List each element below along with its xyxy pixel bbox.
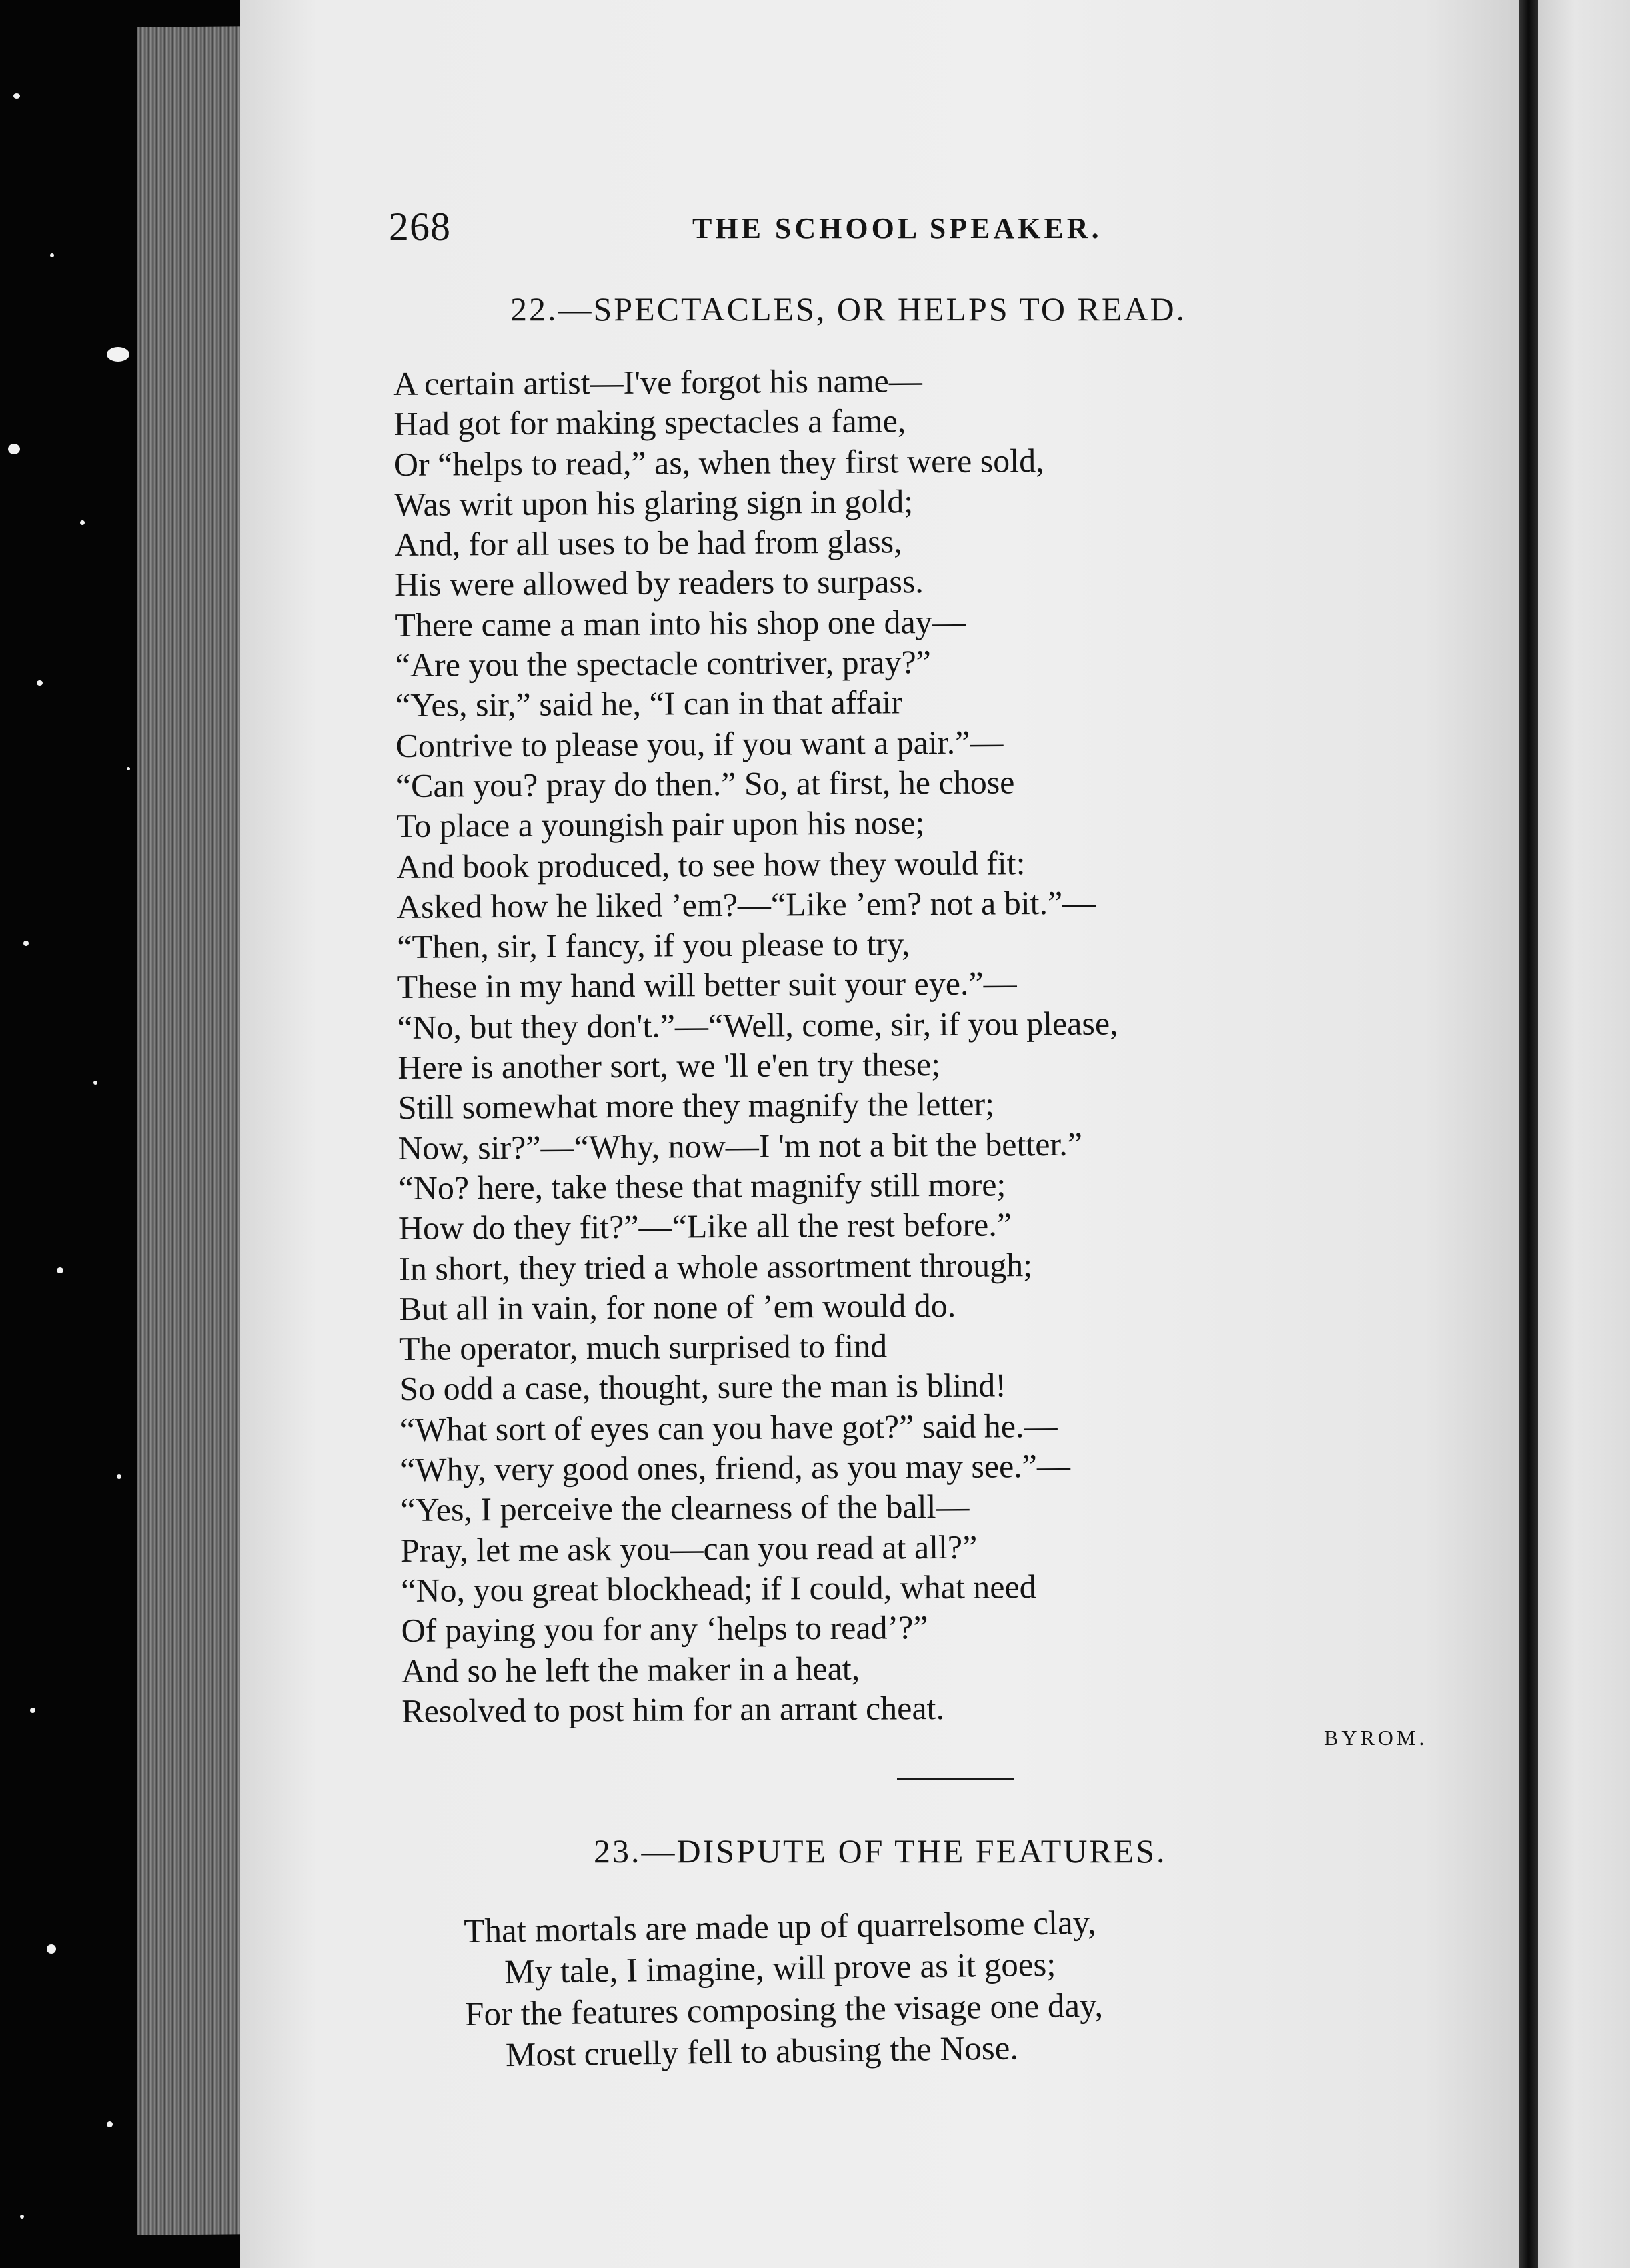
poem-line: In short, they tried a whole assortment through;: [399, 1245, 1033, 1287]
section-divider: [897, 1778, 1014, 1780]
poem-line: Here is another sort, we 'll e'en try these;: [397, 1045, 941, 1087]
page-header: [389, 200, 1409, 253]
poem-line: “Then, sir, I fancy, if you please to try,: [397, 925, 910, 966]
poem-line: There came a man into his shop one day—: [395, 602, 966, 644]
section-title: 22.—SPECTACLES, OR HELPS TO READ.: [510, 290, 1187, 328]
section-title: 23.—DISPUTE OF THE FEATURES.: [594, 1832, 1167, 1870]
poem-line: Contrive to please you, if you want a pair.”—: [395, 723, 1004, 764]
poem-line: How do they fit?”—“Like all the rest before.”: [398, 1205, 1012, 1247]
poem-line: And so he left the maker in a heat,: [401, 1649, 860, 1690]
poem-line: But all in vain, for none of ’em would do.: [399, 1286, 956, 1327]
poem-spectacles: [393, 359, 1122, 1731]
poem-line: A certain artist—I've forgot his name—: [393, 362, 922, 402]
poem-line: Had got for making spectacles a fame,: [393, 402, 906, 443]
running-head: THE SCHOOL SPEAKER.: [692, 212, 1102, 245]
poem-line: The operator, much surprised to find: [399, 1327, 888, 1368]
poem-line: “Yes, sir,” said he, “I can in that affair: [395, 683, 903, 724]
poem-line: “No? here, take these that magnify still more;: [398, 1165, 1006, 1207]
poem-line: Resolved to post him for an arrant cheat.: [401, 1688, 945, 1730]
poem-line: His were allowed by readers to surpass.: [394, 562, 924, 604]
poem-line: Most cruelly fell to abusing the Nose.: [505, 2029, 1019, 2075]
poem-line: That mortals are made up of quarrelsome clay,: [464, 1904, 1097, 1950]
poem-line: “Yes, I perceive the clearness of the ball—: [400, 1488, 970, 1529]
poem-line: And book produced, to see how they would fit:: [396, 843, 1026, 885]
poem-line: “Can you? pray do then.” So, at first, he chose: [395, 763, 1015, 804]
poem-line: Or “helps to read,” as, when they first were sold,: [393, 441, 1044, 483]
poem-line: “What sort of eyes can you have got?” said he.—: [399, 1406, 1058, 1448]
author-attribution: BYROM.: [1324, 1726, 1428, 1750]
poem-line: Asked how he liked ’em?—“Like ’em? not a bit.”—: [396, 883, 1096, 925]
poem-line: These in my hand will better suit your eye.”—: [397, 964, 1017, 1006]
poem-line: Now, sir?”—“Why, now—I 'm not a bit the better.”: [398, 1125, 1083, 1167]
poem-line: “Why, very good ones, friend, as you may see.”—: [399, 1446, 1071, 1488]
poem-line: Was writ upon his glaring sign in gold;: [394, 482, 914, 523]
poem-line: “No, you great blockhead; if I could, what need: [401, 1568, 1036, 1609]
poem-dispute-of-features: [464, 1902, 1104, 2077]
poem-line: “Are you the spectacle contriver, pray?”: [395, 643, 932, 684]
poem-line: And, for all uses to be had from glass,: [394, 522, 902, 564]
poem-line: To place a youngish pair upon his nose;: [396, 804, 925, 845]
poem-line: My tale, I imagine, will prove as it goes;: [504, 1946, 1056, 1992]
poem-line: Of paying you for any ‘helps to read’?”: [401, 1608, 928, 1650]
poem-line: “No, but they don't.”—“Well, come, sir, if you please,: [397, 1004, 1118, 1046]
poem-line: For the features composing the visage one day,: [464, 1987, 1104, 2033]
poem-line: Pray, let me ask you—can you read at all?”: [400, 1528, 978, 1569]
poem-line: So odd a case, thought, sure the man is blind!: [399, 1366, 1007, 1408]
poem-line: Still somewhat more they magnify the letter;: [397, 1085, 995, 1127]
page-number: 268: [389, 205, 451, 249]
